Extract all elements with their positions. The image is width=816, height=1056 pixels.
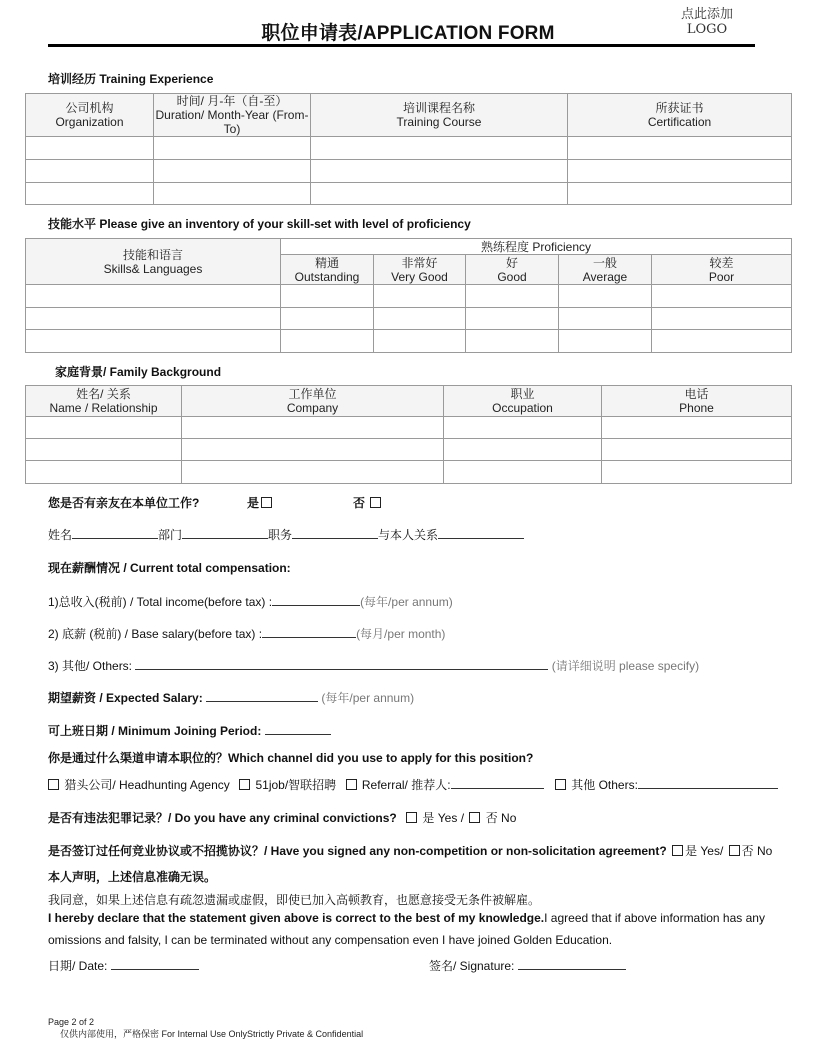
level-good: 好 Good <box>466 255 559 285</box>
table-cell[interactable] <box>26 439 182 461</box>
channel-others-checkbox[interactable] <box>555 779 566 790</box>
table-cell[interactable] <box>466 330 559 353</box>
table-cell[interactable] <box>568 183 792 205</box>
joining-period-line <box>48 722 331 739</box>
date-field[interactable] <box>111 958 199 970</box>
level-average: 一般 Average <box>559 255 652 285</box>
expected-salary-label: 期望薪资 / Expected Salary: <box>48 691 203 705</box>
family-table <box>25 385 792 484</box>
table-row <box>26 439 792 461</box>
relative-relation-label: 与本人关系 <box>378 528 439 542</box>
relative-position-field[interactable] <box>292 527 378 539</box>
table-cell[interactable] <box>466 285 559 308</box>
col-occupation: 职业 Occupation <box>444 386 602 417</box>
relatives-no-checkbox[interactable] <box>370 497 381 508</box>
other-comp-line <box>48 657 699 674</box>
channel-referral-label: Referral/ 推荐人: <box>361 778 451 792</box>
relative-dept-field[interactable] <box>182 527 268 539</box>
relatives-yes-option[interactable] <box>247 494 274 511</box>
date-line <box>48 957 199 974</box>
confidential-note: 仅供内部使用，严格保密 For Internal Use OnlyStrictly Private & Confidential <box>60 1029 364 1039</box>
channel-others-label: 其他 Others: <box>571 778 638 792</box>
table-cell[interactable] <box>568 137 792 160</box>
table-cell[interactable] <box>311 183 568 205</box>
other-comp-note: (请详细说明 please specify) <box>551 659 700 673</box>
criminal-line <box>48 809 516 826</box>
table-row <box>26 183 792 205</box>
table-cell[interactable] <box>444 417 602 439</box>
level-very-good: 非常好 Very Good <box>374 255 466 285</box>
channel-51job-checkbox[interactable] <box>239 779 250 790</box>
col-phone: 电话 Phone <box>602 386 792 417</box>
table-cell[interactable] <box>154 183 311 205</box>
total-income-line <box>48 593 453 610</box>
total-income-unit: (每年/per annum) <box>360 595 453 609</box>
logo-placeholder[interactable] <box>676 7 738 37</box>
table-cell[interactable] <box>182 461 444 484</box>
declaration-cn-text: 我同意，如果上述信息有疏忽遗漏或虚假，即使已加入高顿教育，也愿意接受无条件被解雇。 <box>48 893 541 907</box>
col-certification: 所获证书 Certification <box>568 94 792 137</box>
signature-label: 签名/ Signature: <box>429 959 515 973</box>
table-row <box>26 461 792 484</box>
declaration-heading: 本人声明，上述信息准确无误。 <box>48 870 217 884</box>
noncompete-no-label: 否 No <box>741 844 773 858</box>
page-number: Page 2 of 2 <box>48 1017 95 1027</box>
table-cell[interactable] <box>652 330 792 353</box>
family-heading: 家庭背景/ Family Background <box>55 365 222 379</box>
table-row <box>26 160 792 183</box>
relatives-yes-checkbox[interactable] <box>261 497 272 508</box>
table-cell[interactable] <box>154 137 311 160</box>
relatives-no-option[interactable] <box>353 494 383 511</box>
col-company: 工作单位 Company <box>182 386 444 417</box>
total-income-field[interactable] <box>272 594 360 606</box>
table-cell[interactable] <box>26 461 182 484</box>
logo-line-2: LOGO <box>686 22 728 37</box>
table-cell[interactable] <box>26 330 281 353</box>
table-cell[interactable] <box>26 160 154 183</box>
table-row <box>26 308 792 330</box>
table-cell[interactable] <box>374 308 466 330</box>
header-rule <box>48 44 755 47</box>
col-name-relationship: 姓名/ 关系 Name / Relationship <box>26 386 182 417</box>
level-poor: 较差 Poor <box>652 255 792 285</box>
table-cell[interactable] <box>26 183 154 205</box>
table-cell[interactable] <box>26 308 281 330</box>
other-comp-label: 3) 其他/ Others: <box>48 659 133 673</box>
relative-position-label: 职务 <box>268 528 293 542</box>
col-skills-languages: 技能和语言 Skills& Languages <box>26 239 281 285</box>
criminal-yes-checkbox[interactable] <box>406 812 417 823</box>
table-cell[interactable] <box>444 461 602 484</box>
other-comp-field[interactable] <box>135 658 548 670</box>
signature-line <box>429 957 626 974</box>
table-cell[interactable] <box>311 137 568 160</box>
relative-relation-field[interactable] <box>438 527 524 539</box>
table-cell[interactable] <box>602 461 792 484</box>
channel-question: 你是通过什么渠道申请本职位的？Which channel did you use to apply for this position? <box>48 751 534 765</box>
table-row <box>26 330 792 353</box>
channel-51job-label: 51job/智联招聘 <box>255 778 337 792</box>
channel-referral-checkbox[interactable] <box>346 779 357 790</box>
expected-salary-unit: (每年/per annum) <box>321 691 415 705</box>
table-cell[interactable] <box>281 330 374 353</box>
noncompete-question: 是否签订过任何竞业协议或不招揽协议？/ Have you signed any non-competition or non-solicitation agreement? <box>48 844 667 858</box>
criminal-separator: / <box>460 811 465 825</box>
table-cell[interactable] <box>568 160 792 183</box>
joining-period-field[interactable] <box>265 723 331 735</box>
col-organization: 公司机构 Organization <box>26 94 154 137</box>
table-cell[interactable] <box>26 285 281 308</box>
table-cell[interactable] <box>559 285 652 308</box>
skills-table <box>25 238 792 353</box>
table-row <box>26 285 792 308</box>
channel-others-field[interactable] <box>638 777 778 789</box>
page-title: 职位申请表/APPLICATION FORM <box>261 23 555 44</box>
proficiency-header: 熟练程度 Proficiency <box>281 239 792 255</box>
table-cell[interactable] <box>311 160 568 183</box>
training-header-row <box>26 94 792 137</box>
base-salary-unit: (每月/per month) <box>356 627 446 641</box>
relative-details-line <box>48 526 524 543</box>
family-header-row <box>26 386 792 417</box>
relatives-yes-label: 是 <box>247 496 260 510</box>
table-cell[interactable] <box>652 285 792 308</box>
level-outstanding: 精通 Outstanding <box>281 255 374 285</box>
joining-period-label: 可上班日期 / Minimum Joining Period: <box>48 724 262 738</box>
noncompete-no-checkbox[interactable] <box>729 845 740 856</box>
date-label: 日期/ Date: <box>48 959 108 973</box>
table-cell[interactable] <box>26 137 154 160</box>
expected-salary-field[interactable] <box>206 690 318 702</box>
relative-dept-label: 部门 <box>158 528 183 542</box>
skills-heading: 技能水平 Please give an inventory of your skill-set with level of proficiency <box>48 217 471 231</box>
table-cell[interactable] <box>281 285 374 308</box>
criminal-question: 是否有违法犯罪记录？/ Do you have any criminal convictions? <box>48 811 397 825</box>
noncompete-yes-checkbox[interactable] <box>672 845 683 856</box>
signature-field[interactable] <box>518 958 626 970</box>
channel-headhunting-label: 猎头公司/ Headhunting Agency <box>64 778 230 792</box>
relative-name-label: 姓名 <box>48 528 73 542</box>
criminal-no-label: 否 No <box>485 811 517 825</box>
table-cell[interactable] <box>466 308 559 330</box>
skills-header-row <box>26 239 792 255</box>
table-cell[interactable] <box>374 330 466 353</box>
table-cell[interactable] <box>182 417 444 439</box>
col-training-course: 培训课程名称 Training Course <box>311 94 568 137</box>
noncompete-line <box>48 842 772 859</box>
criminal-yes-label: 是 Yes <box>422 811 458 825</box>
channel-options <box>48 776 778 793</box>
channel-referral-field[interactable] <box>451 777 544 789</box>
table-cell[interactable] <box>559 330 652 353</box>
base-salary-line <box>48 625 445 642</box>
table-row <box>26 137 792 160</box>
base-salary-label: 2) 底薪 (税前) / Base salary(before tax) : <box>48 627 263 641</box>
col-duration: 时间/ 月-年（自-至） Duration/ Month-Year (From-To) <box>154 94 311 137</box>
channel-headhunting-checkbox[interactable] <box>48 779 59 790</box>
criminal-no-checkbox[interactable] <box>469 812 480 823</box>
declaration-en-text: I agreed that if above information has any omissions and falsity, I can be terminated without any compensation even I have joined Golden Education. <box>48 911 765 947</box>
noncompete-yes-label: 是 Yes/ <box>685 844 724 858</box>
table-cell[interactable] <box>602 439 792 461</box>
total-income-label: 1)总收入(税前) / Total income(before tax) : <box>48 595 273 609</box>
table-cell[interactable] <box>26 417 182 439</box>
training-heading: 培训经历 Training Experience <box>48 72 214 86</box>
declaration-en-bold: I hereby declare that the statement given above is correct to the best of my knowledge. <box>48 911 545 925</box>
table-row <box>26 417 792 439</box>
table-cell[interactable] <box>444 439 602 461</box>
relatives-question: 您是否有亲友在本单位工作? <box>48 496 200 510</box>
declaration-en-paragraph <box>48 907 770 951</box>
base-salary-field[interactable] <box>262 626 356 638</box>
table-cell[interactable] <box>374 285 466 308</box>
expected-salary-line <box>48 689 414 706</box>
table-cell[interactable] <box>182 439 444 461</box>
logo-line-1: 点此添加 <box>680 7 733 22</box>
table-cell[interactable] <box>559 308 652 330</box>
table-cell[interactable] <box>281 308 374 330</box>
table-cell[interactable] <box>602 417 792 439</box>
relatives-no-label: 否 <box>353 496 366 510</box>
training-table <box>25 93 792 205</box>
compensation-heading: 现在薪酬情况 / Current total compensation: <box>48 561 291 575</box>
relative-name-field[interactable] <box>72 527 158 539</box>
table-cell[interactable] <box>652 308 792 330</box>
table-cell[interactable] <box>154 160 311 183</box>
